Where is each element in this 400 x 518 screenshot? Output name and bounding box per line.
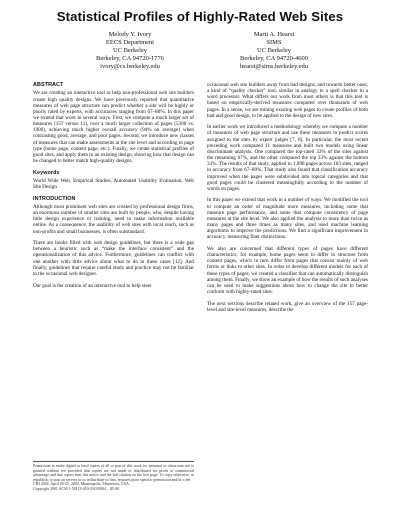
right-column	[207, 82, 368, 318]
body-paragraph: occasional web site builders away from bad designs, and towards better ones; a kind of “quality checker” tool, similar in analogy to a spell checker in a word processor. What differs our work from most others is that this tool is based on empirically-derived measures computed over thousands of web pages. In a sense, we are mining existing web pages to create profiles of both bad and good design, to be applied to the design of new sites.	[207, 82, 368, 119]
author-block-2	[199, 31, 349, 71]
abstract-heading: ABSTRACT	[33, 82, 64, 88]
author-email: ivory@cs.berkeley.edu	[100, 63, 160, 71]
author-email: hearst@sims.berkeley.edu	[239, 63, 308, 71]
author-block-1	[55, 31, 205, 71]
body-paragraph: The next sections describe related work, give an overview of the 157 page-level and site-level measures, describe the	[207, 300, 368, 313]
author-org: UC Berkeley	[112, 47, 148, 55]
intro-paragraph: There are books filled with web design guidelines, but there is a wide gap between a heuristic such as “make the interface consistent” and the operationalization of this advice. Furthermore, guidelines can conflict with one another with little advice about what to do in these cases [12]. And finally, guidelines that require careful study and practice may not be familiar to the occasional web designer.	[33, 240, 194, 277]
abstract-text: We are creating an interactive tool to help non-professional web site builders create high quality designs. We have previously reported that quantitative measures of web page structure can predict whether a site will be highly or poorly rated by experts, with accuracies ranging from 67–80%. In this paper we extend that work in several ways. First, we compute a much larger set of measures (157 versus 11), over a much larger collection of pages (5300 vs. 1900), achieving much higher overall accuracy (94% on average) when contrasting good, average, and poor pages. Second, we introduce new classes of measures that can make assessments at the site level and according to page type (home page, content page, etc.). Finally, we create statistical profiles of good sites, and apply them to an existing design, showing how that design can be changed to better match high-quality designs.	[33, 90, 194, 165]
keywords-text: World Wide Web, Empirical Studies, Automated Usability Evaluation, Web Site Design	[33, 177, 194, 191]
author-org: UC Berkeley	[256, 47, 292, 55]
copyright-text: Copyright 2001 ACM 1-58113-453-3/02/0004…$5.00.	[33, 485, 120, 491]
paper-title: Statistical Profiles of Highly-Rated Web Sites	[56, 9, 344, 24]
body-paragraph: In earlier work we introduced a methodology whereby we compute a number of measures of web page structure and use these measures to predict scores assigned to the sites by expert judges [7, 8]. In particular, the most recent preceding work computed 11 measures and built two models using linear discriminant analysis. One compared the top-rated 33% of the sites against the remaining 67%, and the other compared the top 33% against the bottom 33%. The results of that study, applied to 1,898 pages across 163 sites, ranged in accuracy from 67–80%. That study also found that classification accuracy improved when the pages were subdivided into topical categories and that good pages could be clustered meaningfully according to the number of words on pages.	[207, 124, 368, 192]
author-dept: SIMS	[266, 39, 282, 47]
author-address: Berkeley, CA 94720-1776	[96, 55, 164, 63]
author-address: Berkeley, CA 94720-4600	[240, 55, 308, 63]
venue-text: CHI 2002, April 20-25, 2002, Minneapolis, Minnesota, USA.	[33, 481, 130, 487]
intro-paragraph: Our goal is the creation of an interactive tool to help steer	[33, 282, 152, 289]
body-paragraph: We also are concerned that different types of pages have different characteristics; for example, home pages seem to differ in structure from content pages, which in turn differ from pages that consist mainly of web forms or links to other sites. In order to develop different models for each of these types of pages, we created a classifier that can automatically distinguish among them. Finally, we show an example of how the results of such analyses can be used to make suggestions about how to change the site to better conform with highly-rated sites.	[207, 245, 368, 296]
introduction-heading: INTRODUCTION	[33, 195, 76, 202]
keywords-heading: Keywords	[33, 169, 60, 176]
permission-footnote	[33, 461, 194, 492]
left-column	[33, 82, 194, 294]
author-dept: EECS Department	[105, 39, 155, 47]
author-name: Melody Y. Ivory	[108, 31, 152, 38]
intro-paragraph: Although most prominent web sites are created by professional design firms, an enormous number of smaller sites are built by people, who, despite having little design experience or training, need to make information available online. As a consequence, the usability of web sites with local reach, such as non-profits and small businesses, is often substandard.	[33, 204, 194, 235]
permission-text: Permission to make digital or hard copies of all or part of this work for personal or classroom use is granted without fee provided that copies are not made or distributed for profit or commercial advantage and that copies bear this notice and the full citation on the first page. To copy otherwise, or republish, to post on servers or to redistribute to lists, requires prior specific permission and/or a fee.	[33, 463, 194, 482]
body-paragraph: In this paper we extend that work in a number of ways. We modified the tool to compute an order of magnitude more measures, including some that measure page performance, and some that compute consistency of page measures at the site level. We also applied the analysis to more than twice as many pages and three times as many sites, and used machine learning algorithms to improve the predictions. We find a significant improvement in accuracy, measuring finer distinctions.	[207, 197, 368, 241]
author-name: Marti A. Hearst	[253, 31, 295, 38]
